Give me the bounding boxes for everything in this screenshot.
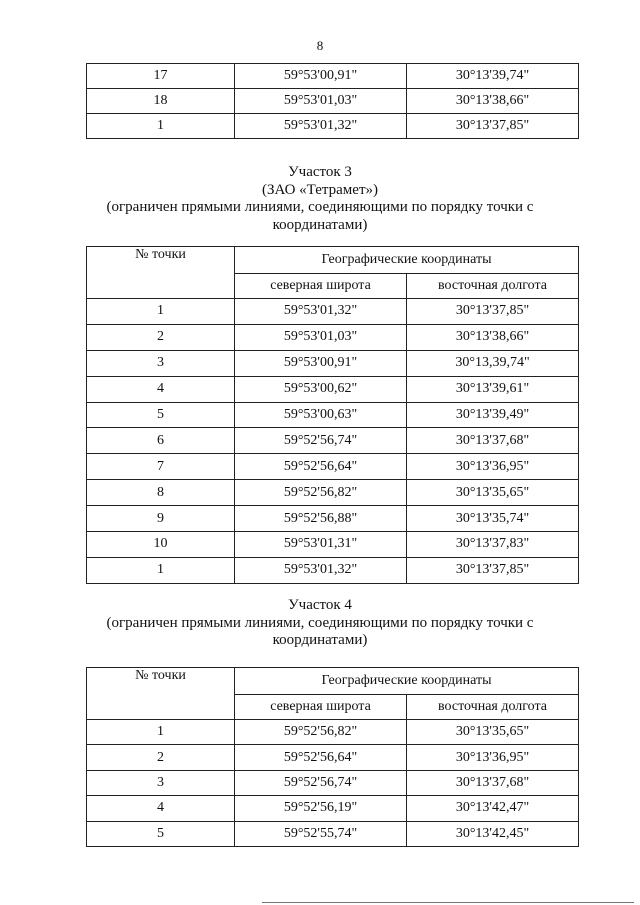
longitude-cell: 30°13'38,66" xyxy=(407,89,579,114)
page-number: 8 xyxy=(316,38,324,53)
section-3-coordinates-table xyxy=(86,246,579,584)
longitude-cell: 30°13'42,45" xyxy=(407,821,579,846)
latitude-cell: 59°52'56,82" xyxy=(235,480,407,506)
table-row xyxy=(87,89,579,114)
latitude-cell: 59°52'56,19" xyxy=(235,796,407,821)
longitude-cell: 30°13'39,49" xyxy=(407,402,579,428)
longitude-cell: 30°13'37,85" xyxy=(407,114,579,139)
latitude-cell: 59°53'01,32" xyxy=(235,557,407,583)
page-bottom-edge xyxy=(262,902,634,903)
section-4-note-line-2: координатами) xyxy=(272,632,368,648)
table-row xyxy=(87,506,579,532)
section-3-note-line-2: координатами) xyxy=(272,216,368,233)
section-4-heading xyxy=(0,597,640,650)
longitude-header: восточная долгота xyxy=(407,695,579,720)
longitude-header: восточная долгота xyxy=(407,274,579,299)
longitude-cell: 30°13'35,65" xyxy=(407,720,579,745)
longitude-cell: 30°13'36,95" xyxy=(407,454,579,480)
latitude-cell: 59°53'00,63" xyxy=(235,402,407,428)
latitude-cell: 59°53'00,62" xyxy=(235,376,407,402)
longitude-cell: 30°13'42,47" xyxy=(407,796,579,821)
latitude-cell: 59°52'56,74" xyxy=(235,428,407,454)
section-3-heading xyxy=(0,164,640,234)
latitude-cell: 59°52'56,88" xyxy=(235,506,407,532)
longitude-cell: 30°13'38,66" xyxy=(407,324,579,350)
table-row xyxy=(87,821,579,846)
longitude-cell: 30°13'37,83" xyxy=(407,532,579,558)
point-number-cell: 9 xyxy=(87,506,235,532)
longitude-cell: 30°13'37,68" xyxy=(407,770,579,795)
point-number-cell: 10 xyxy=(87,532,235,558)
table-row xyxy=(87,402,579,428)
latitude-cell: 59°52'56,64" xyxy=(235,745,407,770)
continued-table-body xyxy=(87,64,579,139)
latitude-cell: 59°52'56,82" xyxy=(235,720,407,745)
point-number-cell: 3 xyxy=(87,350,235,376)
section-3-note-line-1: (ограничен прямыми линиями, соединяющими по порядку точки с xyxy=(106,199,534,215)
table-row xyxy=(87,557,579,583)
point-number-header: № точки xyxy=(87,668,235,720)
longitude-cell: 30°13'37,68" xyxy=(407,428,579,454)
table-row xyxy=(87,428,579,454)
table-row xyxy=(87,745,579,770)
point-number-cell: 1 xyxy=(87,557,235,583)
table-row xyxy=(87,796,579,821)
longitude-cell: 30°13,39,74" xyxy=(407,350,579,376)
point-number-cell: 2 xyxy=(87,324,235,350)
latitude-cell: 59°52'56,64" xyxy=(235,454,407,480)
table-row xyxy=(87,480,579,506)
table-row xyxy=(87,299,579,325)
point-number-cell: 1 xyxy=(87,299,235,325)
point-number-cell: 5 xyxy=(87,821,235,846)
point-number-cell: 6 xyxy=(87,428,235,454)
latitude-cell: 59°53'00,91" xyxy=(235,350,407,376)
table-row xyxy=(87,720,579,745)
latitude-header: северная широта xyxy=(235,695,407,720)
table-row xyxy=(87,324,579,350)
table-row xyxy=(87,532,579,558)
point-number-cell: 4 xyxy=(87,376,235,402)
continued-coordinates-table xyxy=(86,63,579,139)
longitude-cell: 30°13'39,61" xyxy=(407,376,579,402)
point-number-cell: 2 xyxy=(87,745,235,770)
point-number-cell: 7 xyxy=(87,454,235,480)
point-number-cell: 8 xyxy=(87,480,235,506)
longitude-cell: 30°13'35,74" xyxy=(407,506,579,532)
latitude-cell: 59°53'00,91" xyxy=(235,64,407,89)
section-3-owner: (ЗАО «Тетрамет») xyxy=(261,181,379,198)
point-number-cell: 3 xyxy=(87,770,235,795)
point-number-cell: 17 xyxy=(87,64,235,89)
table-row xyxy=(87,770,579,795)
table-row xyxy=(87,64,579,89)
latitude-cell: 59°53'01,03" xyxy=(235,324,407,350)
point-number-cell: 18 xyxy=(87,89,235,114)
table-row xyxy=(87,114,579,139)
point-number-cell: 5 xyxy=(87,402,235,428)
longitude-cell: 30°13'37,85" xyxy=(407,299,579,325)
latitude-cell: 59°53'01,32" xyxy=(235,114,407,139)
latitude-cell: 59°53'01,32" xyxy=(235,299,407,325)
latitude-cell: 59°52'56,74" xyxy=(235,770,407,795)
section-4-note-line-1: (ограничен прямыми линиями, соединяющими по порядку точки с xyxy=(106,614,534,631)
table-row xyxy=(87,376,579,402)
table-row xyxy=(87,454,579,480)
longitude-cell: 30°13'37,85" xyxy=(407,557,579,583)
table-row xyxy=(87,350,579,376)
latitude-header: северная широта xyxy=(235,274,407,299)
geo-coordinates-header: Географические координаты xyxy=(235,247,579,274)
longitude-cell: 30°13'39,74" xyxy=(407,64,579,89)
section-3-title: Участок 3 xyxy=(288,164,352,180)
latitude-cell: 59°53'01,03" xyxy=(235,89,407,114)
longitude-cell: 30°13'35,65" xyxy=(407,480,579,506)
section-4-title: Участок 4 xyxy=(288,597,352,613)
section-3-table-body xyxy=(87,299,579,584)
geo-coordinates-header: Географические координаты xyxy=(235,668,579,695)
latitude-cell: 59°52'55,74" xyxy=(235,821,407,846)
point-number-cell: 1 xyxy=(87,114,235,139)
point-number-cell: 4 xyxy=(87,796,235,821)
latitude-cell: 59°53'01,31" xyxy=(235,532,407,558)
section-4-coordinates-table xyxy=(86,667,579,847)
point-number-header: № точки xyxy=(87,247,235,299)
longitude-cell: 30°13'36,95" xyxy=(407,745,579,770)
section-4-table-body xyxy=(87,720,579,847)
point-number-cell: 1 xyxy=(87,720,235,745)
